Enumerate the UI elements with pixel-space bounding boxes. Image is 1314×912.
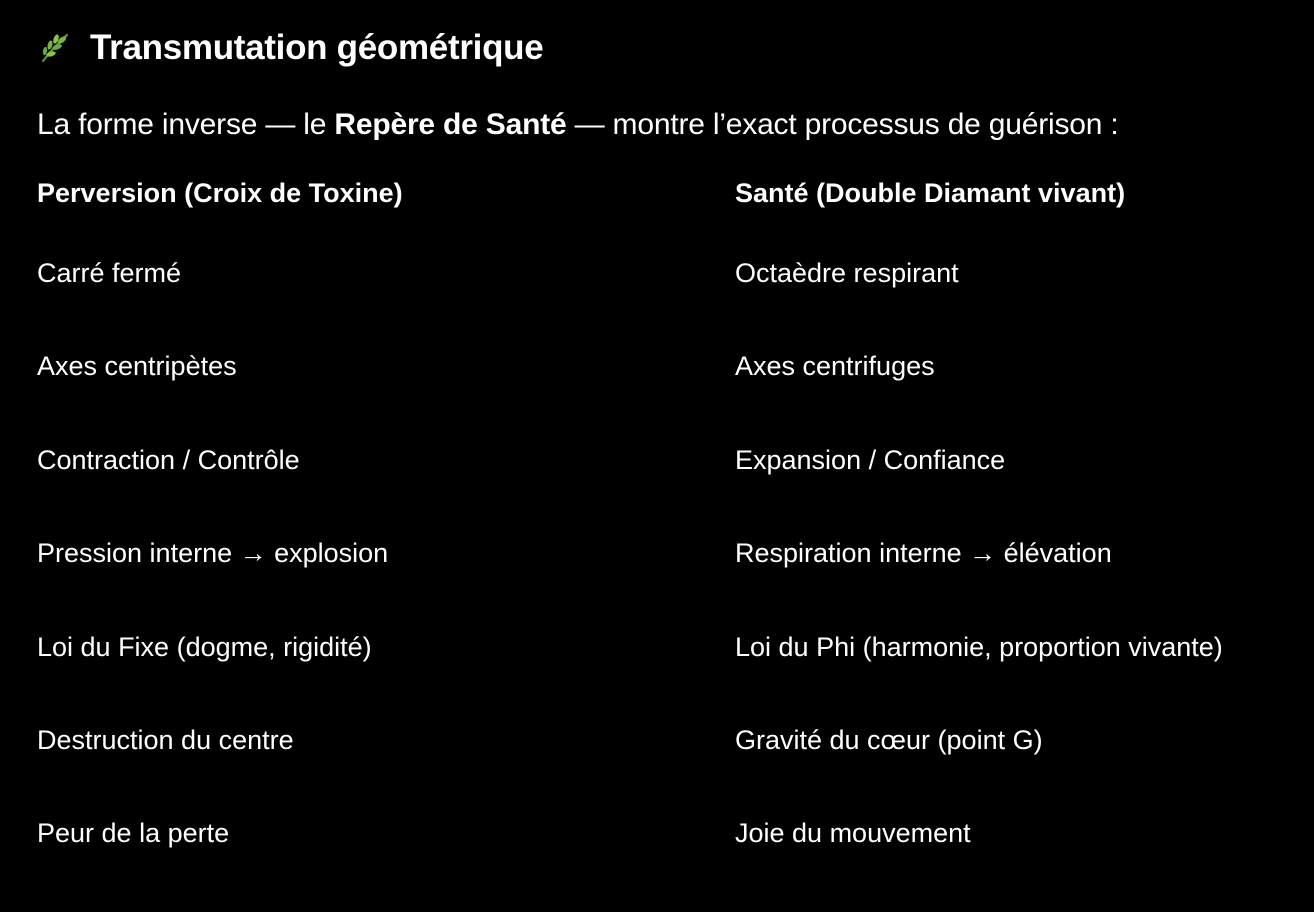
table-cell-perversion: Carré fermé	[37, 258, 182, 288]
table-row	[37, 538, 1297, 631]
table-row	[37, 818, 1297, 911]
table-cell-perversion: Destruction du centre	[37, 724, 294, 755]
table-cell-perversion: Contraction / Contrôle	[37, 444, 300, 475]
table-cell-sante: Axes centrifuges	[735, 351, 935, 382]
table-cell-sante: Octaèdre respirant	[735, 258, 959, 288]
table-header-row	[37, 178, 1297, 258]
intro-text-before: La forme inverse — le	[37, 108, 335, 141]
table-cell-perversion: Loi du Fixe (dogme, rigidité)	[37, 631, 372, 662]
comparison-table	[37, 178, 1297, 912]
header-perversion: Perversion (Croix de Toxine)	[37, 178, 403, 208]
table-row	[37, 725, 1297, 818]
table-row	[37, 351, 1297, 444]
table-row	[37, 632, 1297, 725]
intro-text-bold: Repère de Santé	[334, 108, 567, 141]
table-row	[37, 445, 1297, 538]
herb-icon	[37, 30, 73, 66]
section-title: Transmutation géométrique	[90, 28, 544, 67]
table-cell-sante: Joie du mouvement	[735, 818, 971, 849]
table-cell-perversion: Pression interne → explosion	[37, 538, 389, 569]
intro-text-after: — montre l’exact processus de guérison :	[566, 108, 1119, 141]
table-cell-sante: Gravité du cœur (point G)	[735, 724, 1043, 755]
table-cell-sante: Expansion / Confiance	[735, 444, 1006, 475]
table-cell-sante: Loi du Phi (harmonie, proportion vivante)	[735, 631, 1223, 662]
intro-paragraph	[37, 108, 1119, 142]
section-heading	[37, 28, 543, 68]
table-row	[37, 258, 1297, 351]
header-sante: Santé (Double Diamant vivant)	[735, 178, 1126, 208]
table-cell-perversion: Axes centripètes	[37, 351, 237, 382]
table-cell-sante: Respiration interne → élévation	[735, 538, 1112, 569]
table-cell-perversion: Peur de la perte	[37, 818, 230, 849]
